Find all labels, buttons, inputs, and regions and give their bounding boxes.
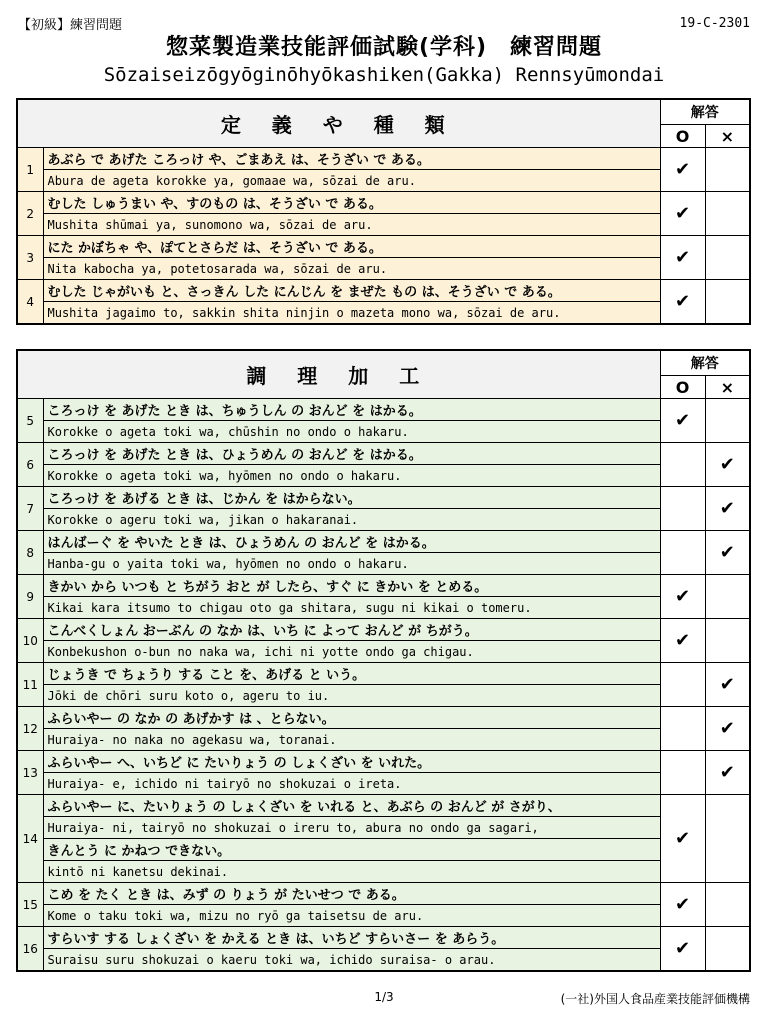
- answer-true-cell: ✔: [660, 148, 705, 192]
- question-text-japanese: ふらいやー の なか の あげかす は 、とらない。: [43, 707, 660, 729]
- question-number: 12: [17, 707, 43, 751]
- question-number: 2: [17, 192, 43, 236]
- question-text-japanese: こんべくしょん おーぶん の なか は、いち に よって おんど が ちがう。: [43, 619, 660, 641]
- answer-false-cell: ✔: [705, 663, 750, 707]
- level-label: 【初級】練習問題: [18, 18, 123, 33]
- question-text-romaji: Suraisu suru shokuzai o kaeru toki wa, ichido suraisa- o arau.: [43, 949, 660, 972]
- table-row: [17, 236, 750, 258]
- table-row: [17, 597, 750, 619]
- answer-false-cell: [705, 399, 750, 443]
- table-row: [17, 707, 750, 729]
- answer-false-cell: [705, 280, 750, 325]
- question-text-romaji: Jōki de chōri suru koto o, ageru to iu.: [43, 685, 660, 707]
- table-row: [17, 883, 750, 905]
- answer-true-cell: [660, 663, 705, 707]
- answer-false-cell: [705, 619, 750, 663]
- question-text-japanese: きかい から いつも と ちがう おと が したら、すぐ に きかい を とめる。: [43, 575, 660, 597]
- answer-true-cell: ✔: [660, 883, 705, 927]
- question-text-japanese: こめ を たく とき は、みず の りょう が たいせつ で ある。: [43, 883, 660, 905]
- answer-true-cell: ✔: [660, 192, 705, 236]
- question-text-romaji: Nita kabocha ya, potetosarada wa, sōzai de aru.: [43, 258, 660, 280]
- page-number: 1/3: [374, 990, 394, 1004]
- question-text-japanese: ころっけ を あげた とき は、ちゅうしん の おんど を はかる。: [43, 399, 660, 421]
- table-row: [17, 465, 750, 487]
- question-number: 1: [17, 148, 43, 192]
- true-column-header: O: [660, 125, 705, 148]
- answer-true-cell: ✔: [660, 575, 705, 619]
- question-text-romaji: Huraiya- no naka no agekasu wa, toranai.: [43, 729, 660, 751]
- question-text-japanese: ころっけ を あげた とき は、ひょうめん の おんど を はかる。: [43, 443, 660, 465]
- question-text-japanese: すらいす する しょくざい を かえる とき は、いちど すらいさー を あらう。: [43, 927, 660, 949]
- table-row: [17, 487, 750, 509]
- question-text-romaji: Korokke o ageru toki wa, jikan o hakaranai.: [43, 509, 660, 531]
- table-row: [17, 531, 750, 553]
- question-number: 7: [17, 487, 43, 531]
- question-text-romaji: kintō ni kanetsu dekinai.: [43, 861, 660, 883]
- false-column-header: ×: [705, 376, 750, 399]
- question-text-romaji: Abura de ageta korokke ya, gomaae wa, sōzai de aru.: [43, 170, 660, 192]
- page-title-romaji: Sōzaiseizōgyōginōhyōkashiken(Gakka) Rennsyūmondai: [103, 64, 665, 86]
- question-number: 16: [17, 927, 43, 972]
- true-column-header: O: [660, 376, 705, 399]
- table-row: [17, 751, 750, 773]
- question-text-japanese: じょうき で ちょうり する こと を、あげる と いう。: [43, 663, 660, 685]
- table-row: [17, 170, 750, 192]
- question-number: 10: [17, 619, 43, 663]
- answer-true-cell: ✔: [660, 236, 705, 280]
- question-text-romaji: Huraiya- ni, tairyō no shokuzai o ireru to, abura no ondo ga sagari,: [43, 817, 660, 839]
- answer-header: 解答: [660, 350, 750, 376]
- question-number: 11: [17, 663, 43, 707]
- section-title: 調 理 加 工: [17, 350, 660, 399]
- question-number: 13: [17, 751, 43, 795]
- page-title: 惣菜製造業技能評価試験(学科) 練習問題: [165, 35, 603, 60]
- question-text-romaji: Kome o taku toki wa, mizu no ryō ga taisetsu de aru.: [43, 905, 660, 927]
- document-code: 19-C-2301: [679, 16, 750, 31]
- question-number: 6: [17, 443, 43, 487]
- question-number: 14: [17, 795, 43, 883]
- answer-true-cell: ✔: [660, 280, 705, 325]
- answer-true-cell: ✔: [660, 795, 705, 883]
- answer-true-cell: [660, 707, 705, 751]
- answer-false-cell: [705, 236, 750, 280]
- table-row: [17, 817, 750, 839]
- question-number: 15: [17, 883, 43, 927]
- answer-false-cell: ✔: [705, 707, 750, 751]
- table-row: [17, 192, 750, 214]
- answer-false-cell: ✔: [705, 751, 750, 795]
- table-row: [17, 949, 750, 972]
- table-row: [17, 553, 750, 575]
- table-row: [17, 839, 750, 861]
- question-text-japanese: にた かぼちゃ や、ぽてとさらだ は、そうざい で ある。: [43, 236, 660, 258]
- table-row: [17, 729, 750, 751]
- answer-false-cell: ✔: [705, 443, 750, 487]
- question-number: 9: [17, 575, 43, 619]
- question-text-romaji: Mushita shūmai ya, sunomono wa, sōzai de aru.: [43, 214, 660, 236]
- table-row: [17, 214, 750, 236]
- question-number: 8: [17, 531, 43, 575]
- answer-false-cell: ✔: [705, 487, 750, 531]
- question-text-romaji: Konbekushon o-bun no naka wa, ichi ni yotte ondo ga chigau.: [43, 641, 660, 663]
- question-text-japanese: きんとう に かねつ できない。: [43, 839, 660, 861]
- answer-true-cell: [660, 487, 705, 531]
- section-table-cooking: [16, 349, 751, 972]
- section-title: 定 義 や 種 類: [17, 99, 660, 148]
- table-row: [17, 905, 750, 927]
- question-text-japanese: あぶら で あげた ころっけ や、ごまあえ は、そうざい で ある。: [43, 148, 660, 170]
- table-row: [17, 509, 750, 531]
- question-text-romaji: Kikai kara itsumo to chigau oto ga shitara, sugu ni kikai o tomeru.: [43, 597, 660, 619]
- table-row: [17, 927, 750, 949]
- section-table-definitions: [16, 98, 751, 325]
- answer-false-cell: [705, 927, 750, 972]
- table-row: [17, 258, 750, 280]
- question-text-romaji: Mushita jagaimo to, sakkin shita ninjin o mazeta mono wa, sōzai de aru.: [43, 302, 660, 325]
- organization-name: (一社)外国人食品産業技能評価機構: [560, 992, 750, 1006]
- question-text-japanese: ふらいやー へ、いちど に たいりょう の しょくざい を いれた。: [43, 751, 660, 773]
- table-row: [17, 861, 750, 883]
- answer-false-cell: [705, 148, 750, 192]
- question-text-japanese: ふらいやー に、たいりょう の しょくざい を いれる と、あぶら の おんど が さがり、: [43, 795, 660, 817]
- answer-true-cell: [660, 751, 705, 795]
- table-row: [17, 641, 750, 663]
- table-row: [17, 619, 750, 641]
- answer-false-cell: [705, 192, 750, 236]
- answer-false-cell: [705, 575, 750, 619]
- false-column-header: ×: [705, 125, 750, 148]
- table-row: [17, 443, 750, 465]
- question-text-japanese: むした しゅうまい や、すのもの は、そうざい で ある。: [43, 192, 660, 214]
- question-number: 3: [17, 236, 43, 280]
- answer-header: 解答: [660, 99, 750, 125]
- table-row: [17, 663, 750, 685]
- answer-true-cell: ✔: [660, 927, 705, 972]
- question-number: 4: [17, 280, 43, 325]
- table-row: [17, 773, 750, 795]
- question-number: 5: [17, 399, 43, 443]
- answer-true-cell: ✔: [660, 619, 705, 663]
- answer-false-cell: [705, 795, 750, 883]
- table-row: [17, 399, 750, 421]
- question-text-romaji: Korokke o ageta toki wa, chūshin no ondo o hakaru.: [43, 421, 660, 443]
- answer-false-cell: [705, 883, 750, 927]
- table-row: [17, 148, 750, 170]
- answer-false-cell: ✔: [705, 531, 750, 575]
- answer-true-cell: [660, 531, 705, 575]
- question-text-japanese: むした じゃがいも と、さっきん した にんじん を まぜた もの は、そうざい で ある。: [43, 280, 660, 302]
- table-row: [17, 795, 750, 817]
- question-text-romaji: Hanba-gu o yaita toki wa, hyōmen no ondo o hakaru.: [43, 553, 660, 575]
- answer-true-cell: ✔: [660, 399, 705, 443]
- question-text-romaji: Huraiya- e, ichido ni tairyō no shokuzai o ireta.: [43, 773, 660, 795]
- table-row: [17, 421, 750, 443]
- table-row: [17, 280, 750, 302]
- question-text-japanese: ころっけ を あげる とき は、じかん を はからない。: [43, 487, 660, 509]
- question-text-romaji: Korokke o ageta toki wa, hyōmen no ondo o hakaru.: [43, 465, 660, 487]
- question-text-japanese: はんばーぐ を やいた とき は、ひょうめん の おんど を はかる。: [43, 531, 660, 553]
- table-row: [17, 685, 750, 707]
- table-row: [17, 575, 750, 597]
- table-row: [17, 302, 750, 325]
- answer-true-cell: [660, 443, 705, 487]
